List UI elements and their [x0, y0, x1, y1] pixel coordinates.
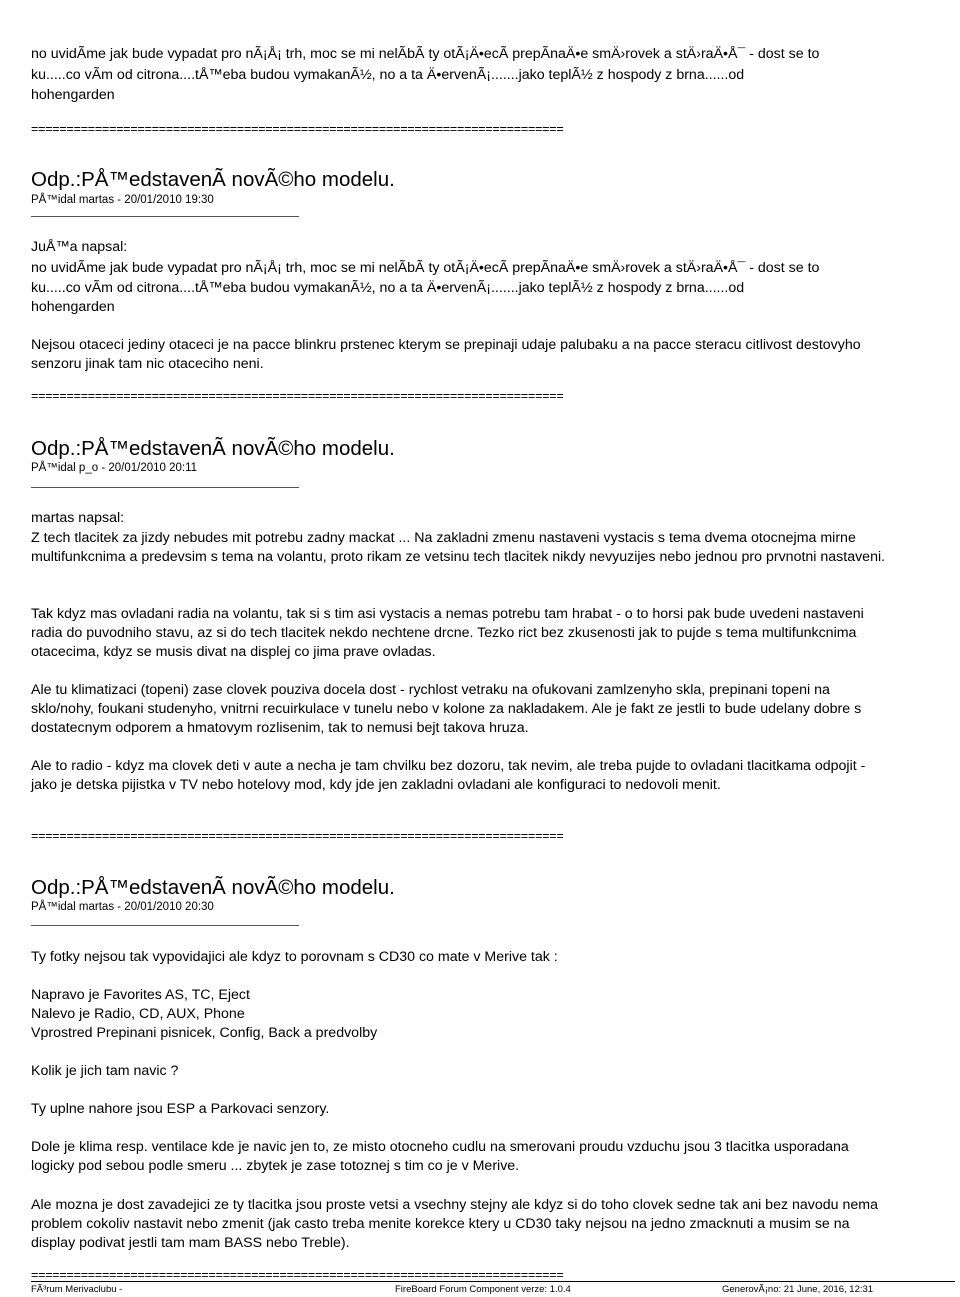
reply-text: Na zakladni zmenu nastaveni vystacis s tema dvema otocnejma mirne multifunkcnima a predevsim s tema na volantu, proto rikam ze vetsinu tech tlacitek nikdy nevyuzijes nebo jednou pro prvnotni nastaveni. — [31, 530, 886, 565]
quote-line-2: ku.....co vÃm od citrona....tÅ™eba budou vymakanÃ½, no a ta Ä•ervenÃ¡.......jako teplÃ½ z hospody z brna......od — [31, 280, 745, 296]
post-body-paragraph-3: Ale tu klimatizaci (topeni) zase clovek pouziva docela dost - rychlost vetraku na ofukovani zamlzenyho skla, prepinani topeni na sklo/nohy, foukani studenyho, vnitrni recuirkulace v tunelu nebo v kolone za nakladakem. Ale je fakt ze jestli to bude udelany dobre s dostatecnym odporem a hmatovym rozlisenim, tak to nemusi bejt takova hruza. — [31, 682, 862, 736]
list-item: Napravo je Favorites AS, TC, Eject — [31, 987, 250, 1003]
post-body: Nejsou otaceci jediny otaceci je na pacce blinkru prstenec kterym se prepinaji udaje palubaku a na pacce steracu citlivost destovyho senzoru jinak tam nic otaceciho neni. — [31, 337, 861, 372]
top-quote-line-3: hohengarden — [31, 87, 115, 103]
post-paragraph: Dole je klima resp. ventilace kde je navic jen to, ze misto otocneho cudlu na smerovani proudu vzduchu jsou 3 tlacitka usporadana logicky pod sebou podle smeru ... zbytek je zase totoznej s tim co je v Merive. — [31, 1139, 849, 1174]
post-body-paragraph-4: Ale to radio - kdyz ma clovek deti v aute a necha je tam chvilku bez dozoru, tak nevim, ale treba pujde to ovladani tlacitkama odpojit - jako je detska pijistka v TV nebo hotelovy mod, kdy jde jen zakladni ovladani ale konfiguraci to nedovoli menit. — [31, 758, 866, 793]
post-body-paragraph-1 — [31, 529, 891, 567]
meta-divider — [31, 216, 299, 217]
post-separator: =========================================================================== — [31, 389, 564, 403]
post-paragraph: Ale mozna je dost zavadejici ze ty tlacitka jsou proste vetsi a vsechny stejny ale kdyz si do toho clovek sedne tak ani bez navodu nema problem cokoliv nastavit nebo zmenit (jak casto treba menite korekce ktery u CD30 taky nejsou na jedno zmacknuti a musim se na display podivat jestli tam mam BASS nebo Treble). — [31, 1197, 878, 1251]
quote-header: martas napsal: — [31, 510, 125, 526]
post-separator: =========================================================================== — [31, 1268, 564, 1282]
list-item: Vprostred Prepinani pisnicek, Config, Back a predvolby — [31, 1025, 378, 1041]
post-paragraph: Ty fotky nejsou tak vypovidajici ale kdyz to porovnam s CD30 co mate v Merive tak : — [31, 949, 558, 965]
post-paragraph: Kolik je jich tam navic ? — [31, 1063, 179, 1079]
post-separator: =========================================================================== — [31, 829, 564, 843]
footer-site-name: FÃ³rum Merivaclubu - — [31, 1284, 123, 1295]
footer-generated-date: GenerovÃ¡no: 21 June, 2016, 12:31 — [722, 1284, 874, 1295]
post-meta: PÅ™idal p_o - 20/01/2010 20:11 — [31, 462, 198, 474]
post-paragraph: Ty uplne nahore jsou ESP a Parkovaci senzory. — [31, 1101, 330, 1117]
post-title: Odp.:PÅ™edstavenÃ novÃ©ho modelu. — [31, 168, 395, 191]
top-quote-line-2: ku.....co vÃm od citrona....tÅ™eba budou vymakanÃ½, no a ta Ä•ervenÃ¡.......jako teplÃ½ z hospody z brna......od — [31, 67, 745, 83]
post-meta: PÅ™idal martas - 20/01/2010 19:30 — [31, 194, 214, 206]
post-title: Odp.:PÅ™edstavenÃ novÃ©ho modelu. — [31, 437, 395, 460]
post-title: Odp.:PÅ™edstavenÃ novÃ©ho modelu. — [31, 876, 395, 899]
list-item: Nalevo je Radio, CD, AUX, Phone — [31, 1006, 245, 1022]
quote-line-1: no uvidÃme jak bude vypadat pro nÃ¡Å¡ trh, moc se mi nelÃbÃ ty otÃ¡Ä•ecÃ prepÃnaÄ•e smÄ›rovek a stÄ›raÄ•Å¯ - dost se to — [31, 260, 820, 276]
meta-divider — [31, 925, 299, 926]
top-quote-line-1: no uvidÃme jak bude vypadat pro nÃ¡Å¡ trh, moc se mi nelÃbÃ ty otÃ¡Ä•ecÃ prepÃnaÄ•e smÄ›rovek a stÄ›raÄ•Å¯ - dost se to — [31, 46, 820, 62]
post-separator: =========================================================================== — [31, 122, 564, 136]
footer-divider — [31, 1281, 955, 1282]
footer-component-version: FireBoard Forum Component verze: 1.0.4 — [395, 1284, 571, 1295]
meta-divider — [31, 487, 299, 488]
quote-line-3: hohengarden — [31, 299, 115, 315]
quoted-text: Z tech tlacitek za jizdy nebudes mit potrebu zadny mackat ... — [31, 530, 411, 546]
post-meta: PÅ™idal martas - 20/01/2010 20:30 — [31, 901, 214, 913]
quote-header: JuÅ™a napsal: — [31, 239, 128, 255]
post-body-paragraph-2: Tak kdyz mas ovladani radia na volantu, tak si s tim asi vystacis a nemas potrebu tam hrabat - o to horsi pak bude uvedeni nastaveni radia do puvodniho stavu, az si do tech tlacitek nekdo nechtene drcne. Tezko rict bez zkusenosti jak to pujde s tema multifunkcnima otacecima, kdyz se musis divat na displej co jima prave ovladas. — [31, 606, 864, 660]
